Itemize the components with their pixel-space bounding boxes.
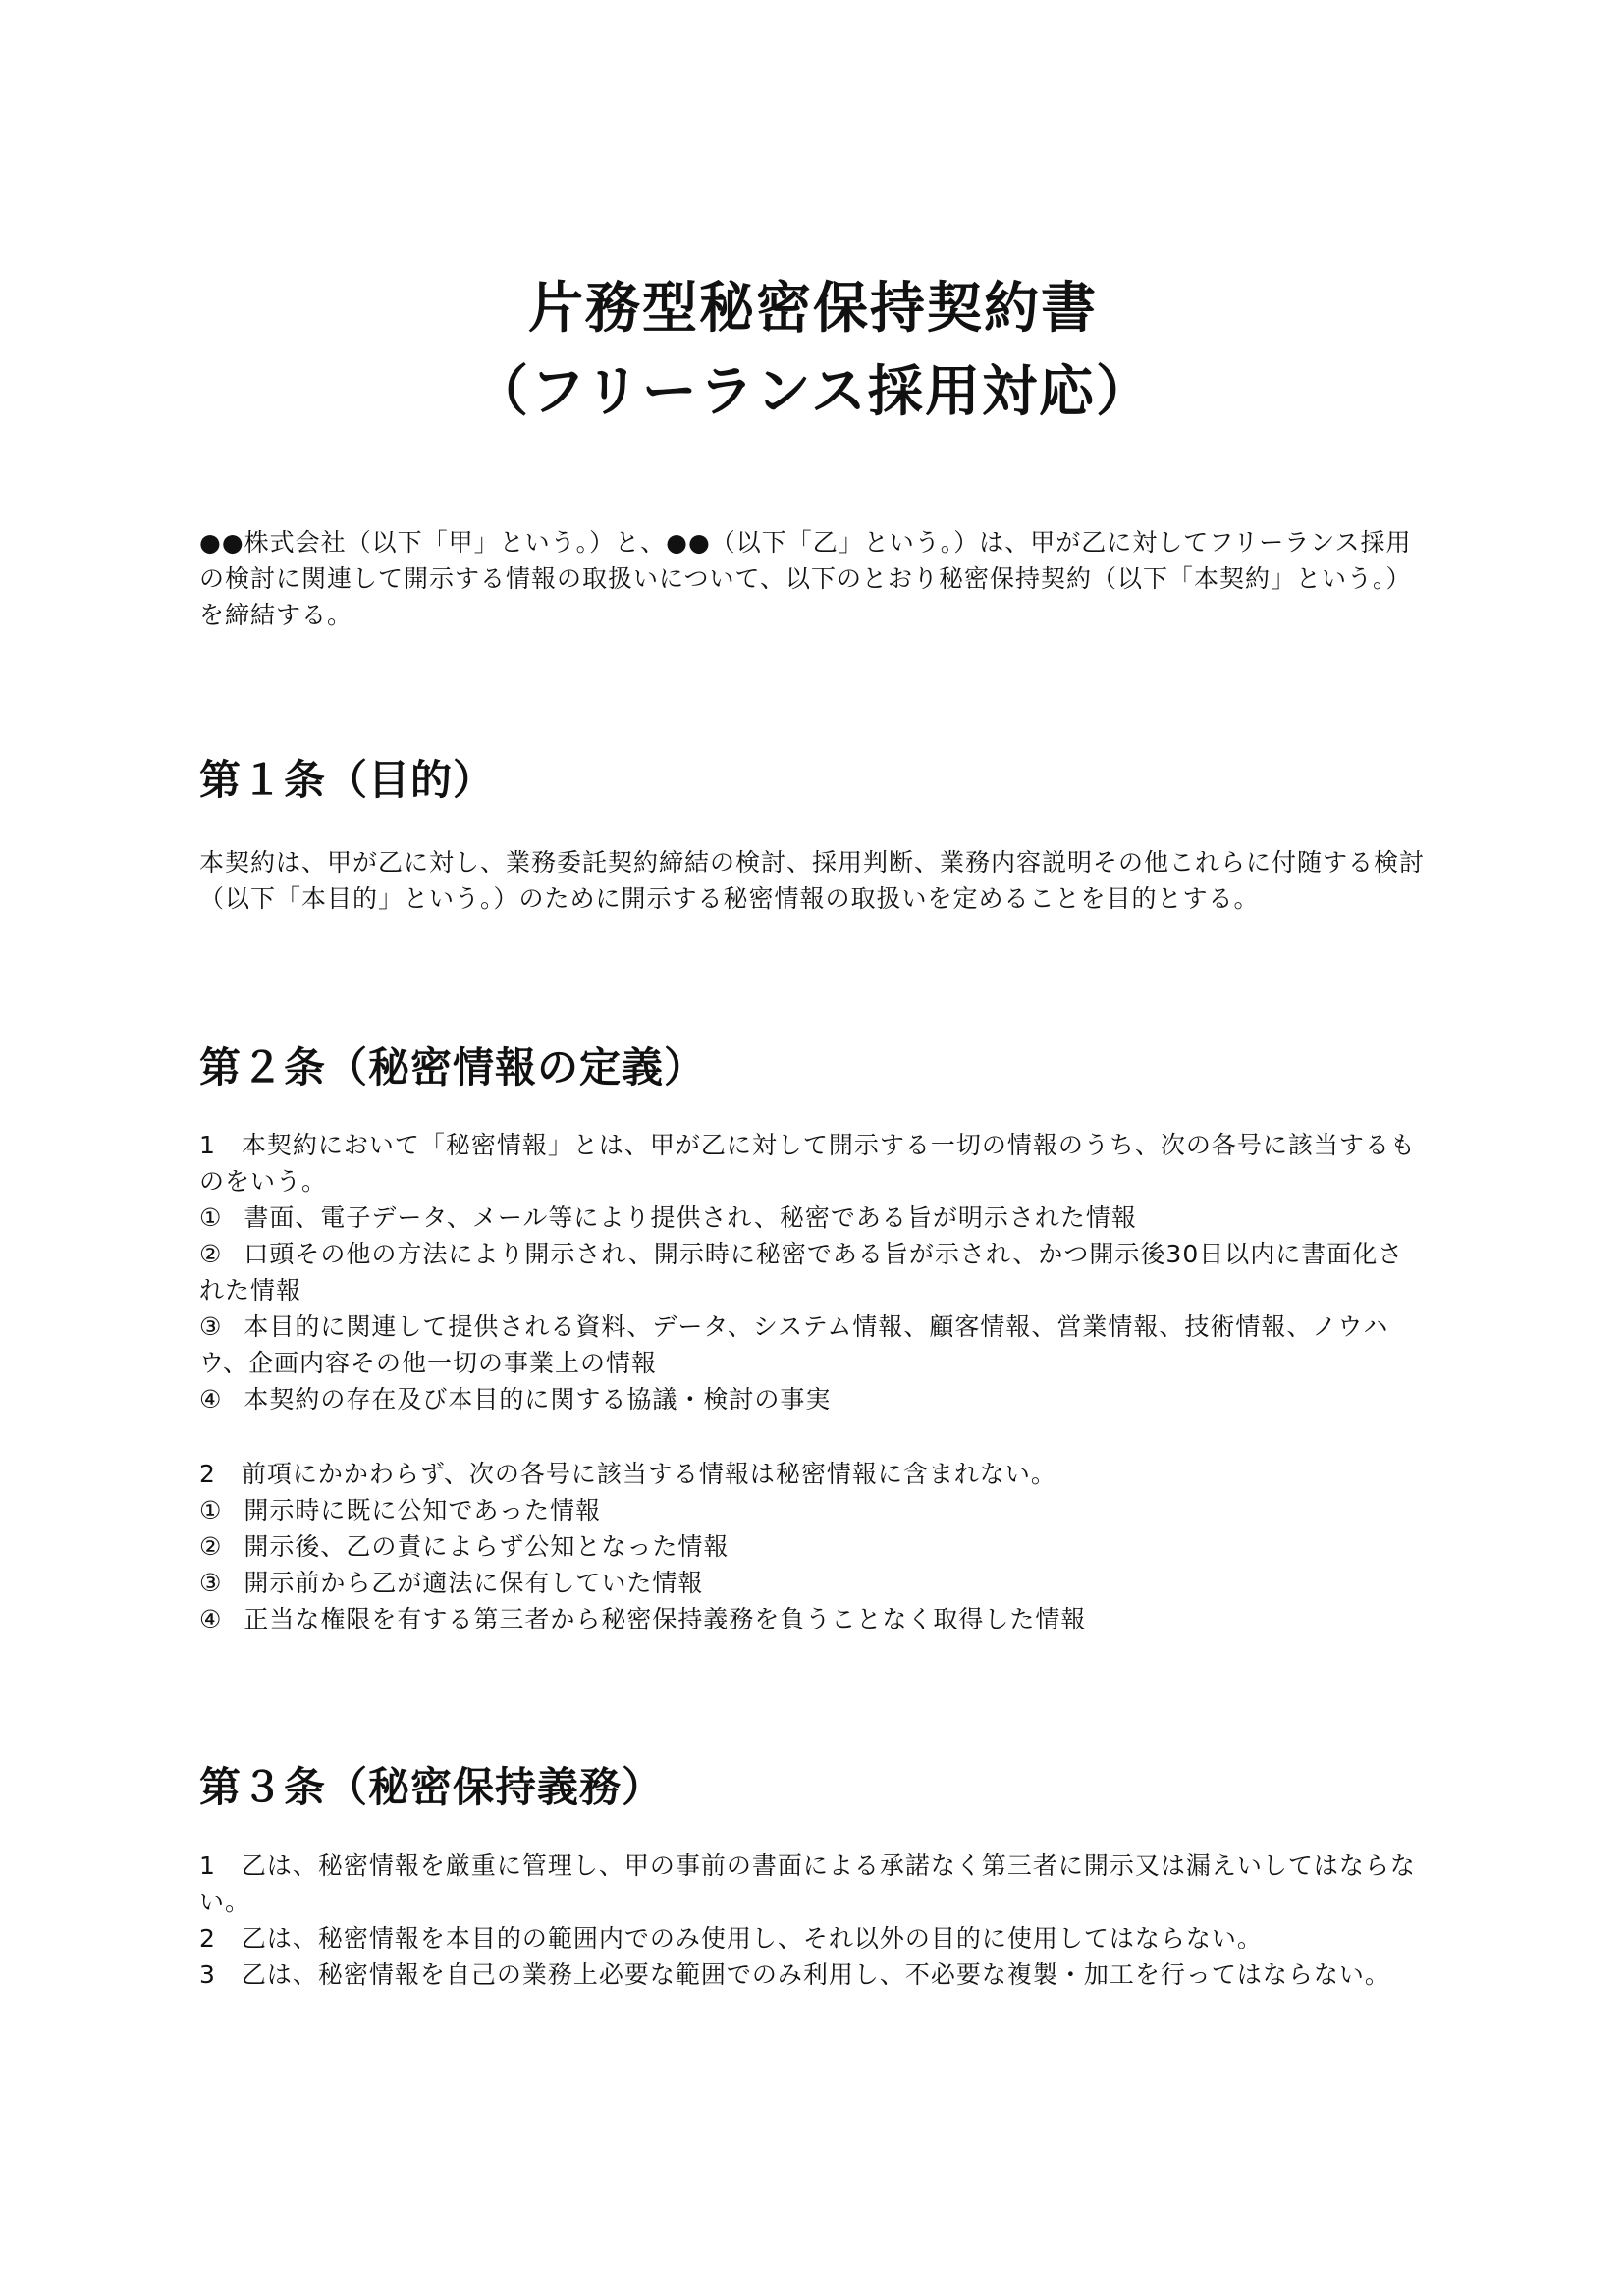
list-item [199,1601,1427,1637]
article1-body: 本契約は、甲が乙に対し、業務委託契約締結の検討、採用判断、業務内容説明その他これらに付随する検討（以下「本目的」という。）のために開示する秘密情報の取扱いを定めることを目的とする。 [199,848,1426,913]
item-number: ① [199,1496,223,1524]
item-number: ④ [199,1385,223,1414]
item-text: 開示前から乙が適法に保有していた情報 [244,1569,704,1597]
item-number: ① [199,1203,223,1232]
document-title: 片務型秘密保持契約書 [528,277,1098,341]
item-text: 開示時に既に公知であった情報 [244,1496,602,1524]
article2-para2-lead: 2 前項にかかわらず、次の各号に該当する情報は秘密情報に含まれない。 [199,1460,1056,1488]
article3-heading: 第３条（秘密保持義務） [199,1763,665,1811]
item-text: 本契約の存在及び本目的に関する協議・検討の事実 [244,1385,832,1414]
list-item: 1 乙は、秘密情報を厳重に管理し、甲の事前の書面による承諾なく第三者に開示又は漏えいしてはならない。 [199,1851,1416,1916]
item-number: ③ [199,1569,223,1597]
list-item [199,1492,1427,1528]
item-number: ③ [199,1312,223,1341]
article2-section2 [199,1456,1427,1637]
list-item [199,1565,1427,1601]
item-text: 書面、電子データ、メール等により提供され、秘密である旨が明示された情報 [244,1203,1137,1232]
document-subtitle: （フリーランス採用対応） [472,360,1154,424]
list-item: 3 乙は、秘密情報を自己の業務上必要な範囲でのみ利用し、不必要な複製・加工を行ってはならない。 [199,1960,1390,1989]
article1-heading: 第１条（目的） [199,756,496,804]
preamble: ●●株式会社（以下「甲」という。）と、●●（以下「乙」という。）は、甲が乙に対してフリーランス採用の検討に関連して開示する情報の取扱いについて、以下のとおり秘密保持契約（以下「本契約」という。）を締結する。 [199,528,1412,629]
article2-para1-lead: 1 本契約において「秘密情報」とは、甲が乙に対して開示する一切の情報のうち、次の各号に該当するものをいう。 [199,1131,1416,1196]
list-item [199,1236,1427,1308]
list-item [199,1308,1427,1381]
article3-section [199,1847,1427,1993]
item-number: ② [199,1532,223,1561]
item-text: 口頭その他の方法により開示され、開示時に秘密である旨が示され、かつ開示後30日以内に書面化された情報 [199,1240,1404,1305]
item-text: 開示後、乙の責によらず公知となった情報 [244,1532,730,1561]
item-number: ④ [199,1605,223,1633]
list-item [199,1200,1427,1236]
item-text: 本目的に関連して提供される資料、データ、システム情報、顧客情報、営業情報、技術情報、ノウハウ、企画内容その他一切の事業上の情報 [199,1312,1389,1377]
article2-section1 [199,1127,1427,1417]
item-number: ② [199,1240,223,1268]
list-item [199,1381,1427,1417]
item-text: 正当な権限を有する第三者から秘密保持義務を負うことなく取得した情報 [244,1605,1087,1633]
list-item [199,1528,1427,1565]
list-item: 2 乙は、秘密情報を本目的の範囲内でのみ使用し、それ以外の目的に使用してはならない。 [199,1924,1263,1952]
article2-heading: 第２条（秘密情報の定義） [199,1043,707,1092]
